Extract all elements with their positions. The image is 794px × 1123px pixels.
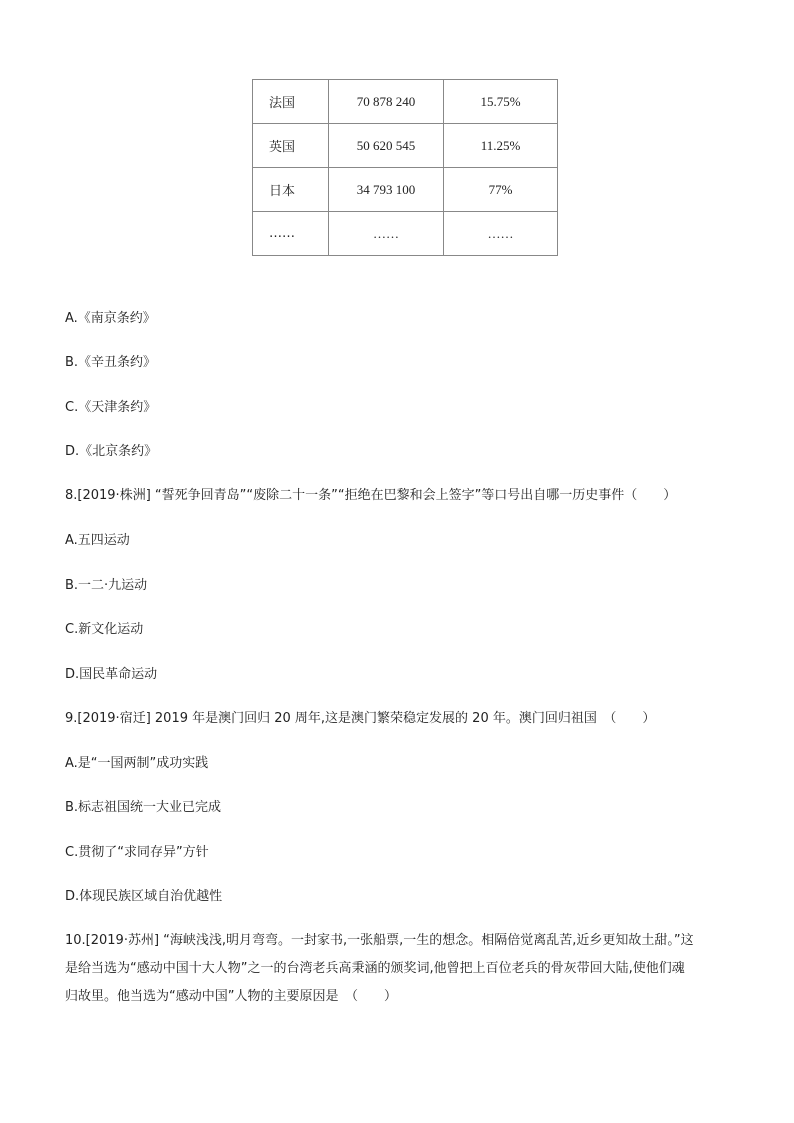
country-cell: …… (253, 212, 329, 256)
q9-option-c: C.贯彻了“求同存异”方针 (65, 845, 209, 860)
q8-option-a: A.五四运动 (65, 533, 130, 548)
q9-option-d: D.体现民族区域自治优越性 (65, 889, 223, 904)
q10-line: 10.[2019·苏州] “海峡浅浅,明月弯弯。一封家书,一张船票,一生的想念。相隔倍觉离乱苦,近乡更知故土甜。”这 (65, 933, 694, 948)
table-row (253, 124, 558, 168)
table-row (253, 80, 558, 124)
amount-cell: 50 620 545 (329, 124, 444, 168)
amount-cell: …… (329, 212, 444, 256)
country-cell: 法国 (253, 80, 329, 124)
amount-cell: 70 878 240 (329, 80, 444, 124)
q8-option-c: C.新文化运动 (65, 622, 144, 637)
indemnity-table (252, 79, 558, 256)
q7-option-c: C.《天津条约》 (65, 400, 157, 415)
q10-line: 是给当选为“感动中国十大人物”之一的台湾老兵高秉涵的颁奖词,他曾把上百位老兵的骨灰带回大陆,使他们魂 (65, 961, 685, 976)
amount-cell: 34 793 100 (329, 168, 444, 212)
table-row (253, 212, 558, 256)
q7-option-a: A.《南京条约》 (65, 311, 156, 326)
q9-option-a: A.是“一国两制”成功实践 (65, 756, 209, 771)
q9-stem: 9.[2019·宿迁] 2019 年是澳门回归 20 周年,这是澳门繁荣稳定发展的 20 年。澳门回归祖国 （ ） (65, 711, 656, 726)
percent-cell: 15.75% (444, 80, 558, 124)
q9-option-b: B.标志祖国统一大业已完成 (65, 800, 222, 815)
q7-option-d: D.《北京条约》 (65, 444, 158, 459)
q7-option-b: B.《辛丑条约》 (65, 355, 157, 370)
q8-stem: 8.[2019·株洲] “誓死争回青岛”“废除二十一条”“拒绝在巴黎和会上签字”等口号出自哪一历史事件（ ） (65, 488, 677, 503)
country-cell: 日本 (253, 168, 329, 212)
q10-stem (65, 927, 735, 1011)
percent-cell: …… (444, 212, 558, 256)
percent-cell: 77% (444, 168, 558, 212)
q8-option-b: B.一二·九运动 (65, 578, 148, 593)
q10-line: 归故里。他当选为“感动中国”人物的主要原因是 （ ） (65, 989, 397, 1004)
q8-option-d: D.国民革命运动 (65, 667, 158, 682)
country-cell: 英国 (253, 124, 329, 168)
percent-cell: 11.25% (444, 124, 558, 168)
table-row (253, 168, 558, 212)
